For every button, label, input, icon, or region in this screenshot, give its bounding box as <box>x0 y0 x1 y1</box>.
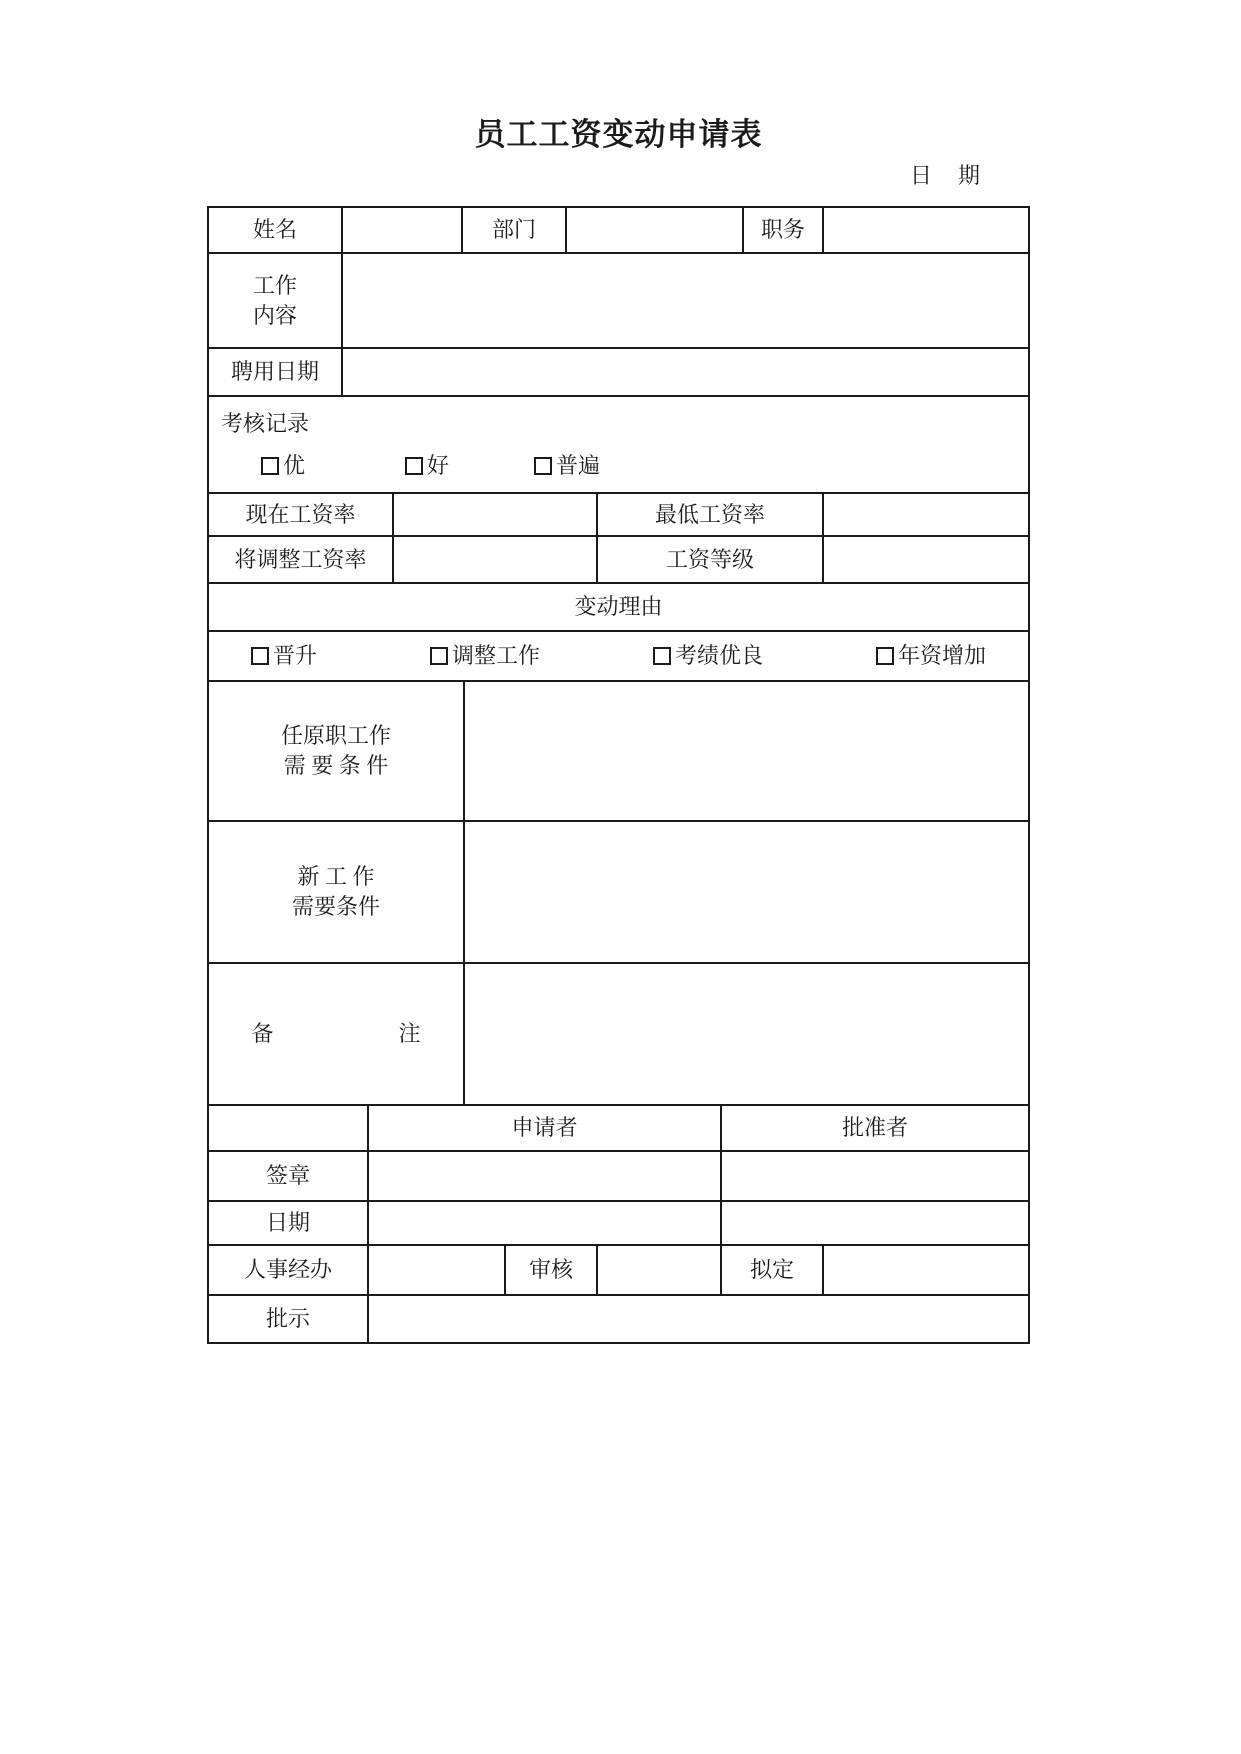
table-row <box>209 822 1030 964</box>
original-job-label-line2: 需 要 条 件 <box>283 753 389 778</box>
new-job-label-line2: 需要条件 <box>291 894 380 919</box>
table-row <box>209 208 1030 254</box>
table-row <box>209 494 1030 537</box>
applicant-date-cell[interactable] <box>369 1202 722 1246</box>
minimum-wage-rate-label: 最低工资率 <box>598 494 824 537</box>
checkbox-label: 好 <box>427 452 450 478</box>
instructions-label: 批示 <box>209 1296 369 1344</box>
review-label: 审核 <box>506 1246 598 1296</box>
new-job-requirements-input-cell[interactable] <box>465 822 1030 964</box>
table-row <box>209 682 1030 822</box>
form-title: 员工工资变动申请表 <box>474 117 763 152</box>
draft-label: 拟定 <box>722 1246 824 1296</box>
checkbox-icon <box>261 457 279 475</box>
table-row <box>209 632 1030 682</box>
new-job-label-line1: 新 工 作 <box>297 864 375 889</box>
table-row <box>209 254 1030 349</box>
checkbox-icon <box>653 647 671 665</box>
department-label: 部门 <box>463 208 567 254</box>
position-input-cell[interactable] <box>824 208 1030 254</box>
signoff-date-label: 日期 <box>209 1202 369 1246</box>
checkbox-excellent[interactable] <box>261 451 305 481</box>
original-job-requirements-label <box>209 682 465 822</box>
checkbox-icon <box>876 647 894 665</box>
table-row <box>209 349 1030 397</box>
new-job-requirements-label <box>209 822 465 964</box>
name-label: 姓名 <box>209 208 343 254</box>
department-input-cell[interactable] <box>567 208 744 254</box>
job-content-label <box>209 254 343 349</box>
current-wage-rate-input-cell[interactable] <box>394 494 598 537</box>
original-job-requirements-input-cell[interactable] <box>465 682 1030 822</box>
table-row <box>209 1246 1030 1296</box>
hr-handler-input-cell[interactable] <box>369 1246 506 1296</box>
checkbox-good[interactable] <box>405 451 449 481</box>
signature-label: 签章 <box>209 1152 369 1202</box>
table-row <box>209 964 1030 1106</box>
table-row <box>209 397 1030 494</box>
approver-header: 批准者 <box>722 1106 1030 1152</box>
table-row <box>209 537 1030 584</box>
date-label: 日 期 <box>909 163 982 188</box>
checkbox-label: 普遍 <box>556 452 601 478</box>
hire-date-label: 聘用日期 <box>209 349 343 397</box>
approver-date-cell[interactable] <box>722 1202 1030 1246</box>
remarks-input-cell[interactable] <box>465 964 1030 1106</box>
review-input-cell[interactable] <box>598 1246 722 1296</box>
current-wage-rate-label: 现在工资率 <box>209 494 394 537</box>
checkbox-seniority-increase[interactable] <box>876 641 986 671</box>
name-input-cell[interactable] <box>343 208 463 254</box>
checkbox-good-performance[interactable] <box>653 641 763 671</box>
checkbox-average[interactable] <box>534 451 600 481</box>
checkbox-icon <box>430 647 448 665</box>
signoff-spacer-cell <box>209 1106 369 1152</box>
assessment-record-cell <box>209 397 1030 494</box>
applicant-signature-cell[interactable] <box>369 1152 722 1202</box>
table-row <box>209 1106 1030 1152</box>
checkbox-icon <box>405 457 423 475</box>
salary-change-form-table <box>207 206 1030 1344</box>
remarks-label-left: 备 <box>251 1021 274 1046</box>
table-row <box>209 1296 1030 1344</box>
checkbox-label: 晋升 <box>273 643 318 668</box>
change-reason-options-row <box>209 632 1030 682</box>
original-job-label-line1: 任原职工作 <box>280 723 391 748</box>
hr-handler-label: 人事经办 <box>209 1246 369 1296</box>
checkbox-label: 优 <box>283 452 306 478</box>
assessment-record-label: 考核记录 <box>221 410 310 436</box>
wage-grade-input-cell[interactable] <box>824 537 1030 584</box>
assessment-options-row <box>209 451 1028 481</box>
instructions-input-cell[interactable] <box>369 1296 1030 1344</box>
remarks-label <box>209 964 465 1106</box>
adjusted-wage-rate-input-cell[interactable] <box>394 537 598 584</box>
checkbox-label: 考绩优良 <box>674 643 763 668</box>
approver-signature-cell[interactable] <box>722 1152 1030 1202</box>
job-content-input-cell[interactable] <box>343 254 1030 349</box>
applicant-header: 申请者 <box>369 1106 722 1152</box>
draft-input-cell[interactable] <box>824 1246 1030 1296</box>
minimum-wage-rate-input-cell[interactable] <box>824 494 1030 537</box>
remarks-label-right: 注 <box>398 1021 421 1046</box>
checkbox-icon <box>251 647 269 665</box>
job-content-label-line2: 内容 <box>252 302 297 328</box>
adjusted-wage-rate-label: 将调整工资率 <box>209 537 394 584</box>
checkbox-label: 年资增加 <box>897 643 986 668</box>
table-row <box>209 584 1030 632</box>
checkbox-promotion[interactable] <box>251 641 317 671</box>
job-content-label-line1: 工作 <box>252 272 297 298</box>
table-row <box>209 1152 1030 1202</box>
hire-date-input-cell[interactable] <box>343 349 1030 397</box>
change-reason-header: 变动理由 <box>209 584 1030 632</box>
checkbox-icon <box>534 457 552 475</box>
document-content <box>207 118 1030 1344</box>
checkbox-job-adjustment[interactable] <box>430 641 540 671</box>
position-label: 职务 <box>744 208 824 254</box>
table-row <box>209 1202 1030 1246</box>
wage-grade-label: 工资等级 <box>598 537 824 584</box>
checkbox-label: 调整工作 <box>451 643 540 668</box>
